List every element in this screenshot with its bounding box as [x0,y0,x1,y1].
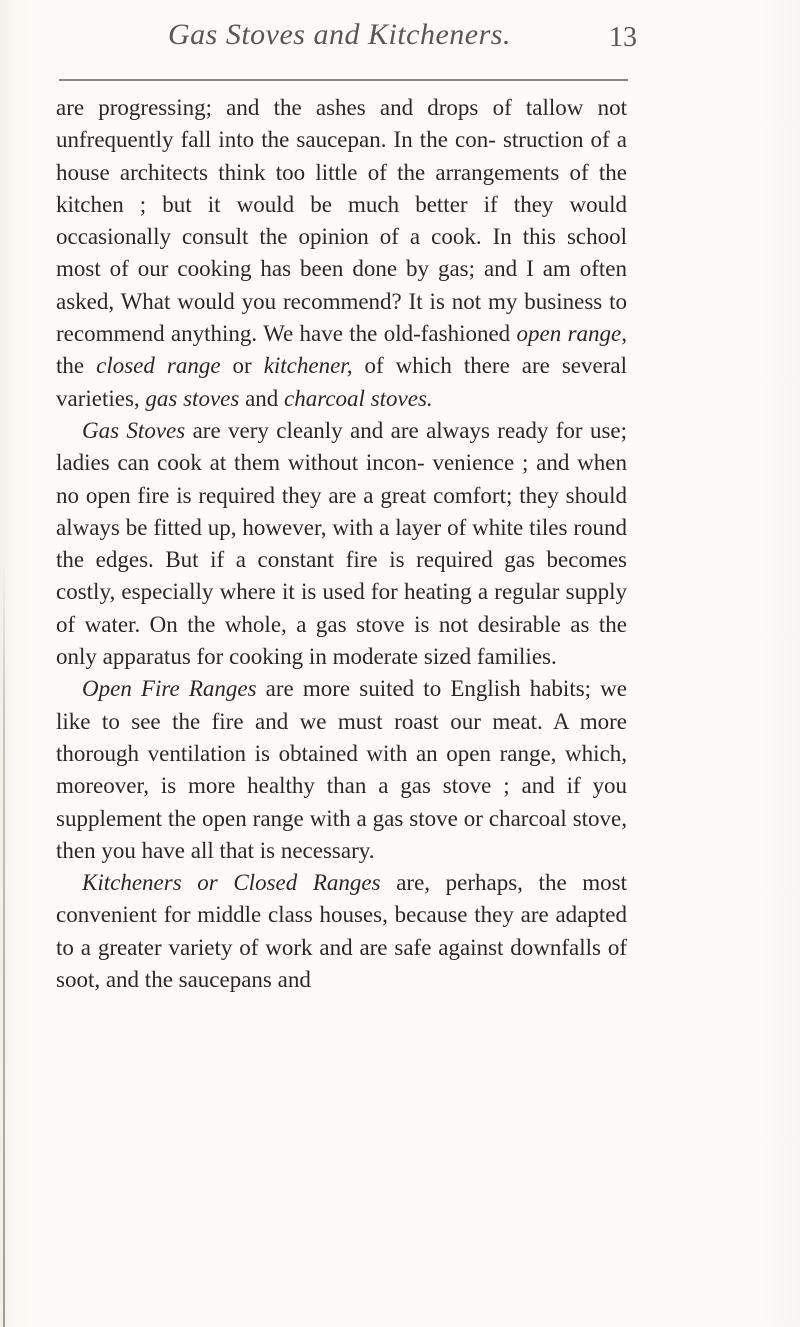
term-kitchener: kitchener, [263,353,353,379]
heading-open-fire-ranges: Open Fire Ranges [82,676,257,702]
term-closed-range: closed range [96,353,221,379]
page-gutter-shadow [3,560,5,1327]
paragraph-1: are progressing; and the ashes and drops of tallow not unfrequently fall into the saucepan. In the con- struction of a house architects think too little of the arrangements of the kitchen ; but it would be much better if they would occasionally consult the opinion of a cook. In this school most of our cooking has been done by gas; and I am often asked, What would you recommend? It is not my business to recommend anything. We have the old-fashioned open range, the closed range or kitchener, of which there are several varieties, gas stoves and charcoal stoves. [56,95,627,411]
running-head [0,18,800,58]
heading-kitcheners: Kitcheners or Closed Ranges [82,870,381,896]
term-open-range: open range, [516,321,627,347]
heading-gas-stoves: Gas Stoves [82,417,186,443]
body-text [56,92,627,996]
paragraph-kitcheners: Kitcheners or Closed Ranges are, perhaps, the most convenient for middle class houses, because they are adapted to a greater variety of work and are safe against downfalls of soot, and the saucepans and [56,870,628,993]
term-gas-stoves: gas stoves [145,385,240,411]
term-charcoal-stoves: charcoal stoves. [284,385,433,411]
header-rule [59,79,628,81]
paragraph-gas-stoves: Gas Stoves are very cleanly and are always ready for use; ladies can cook at them without incon- venience ; and when no open fire is required they are a great comfort; they should always be fitted up, however, with a layer of white tiles round the edges. But if a constant fire is required gas becomes costly, especially where it is used for heating a regular supply of water. On the whole, a gas stove is not desirable as the only apparatus for cooking in moderate sized families. [56,417,627,670]
page-number: 13 [609,22,637,53]
paragraph-open-fire-ranges: Open Fire Ranges are more suited to English habits; we like to see the fire and we must roast our meat. A more thorough ventilation is obtained with an open range, which, moreover, is more healthy than a gas stove ; and if you supplement the open range with a gas stove or charcoal stove, then you have all that is necessary. [56,676,627,863]
running-title: Gas Stoves and Kitcheners. [168,18,511,51]
